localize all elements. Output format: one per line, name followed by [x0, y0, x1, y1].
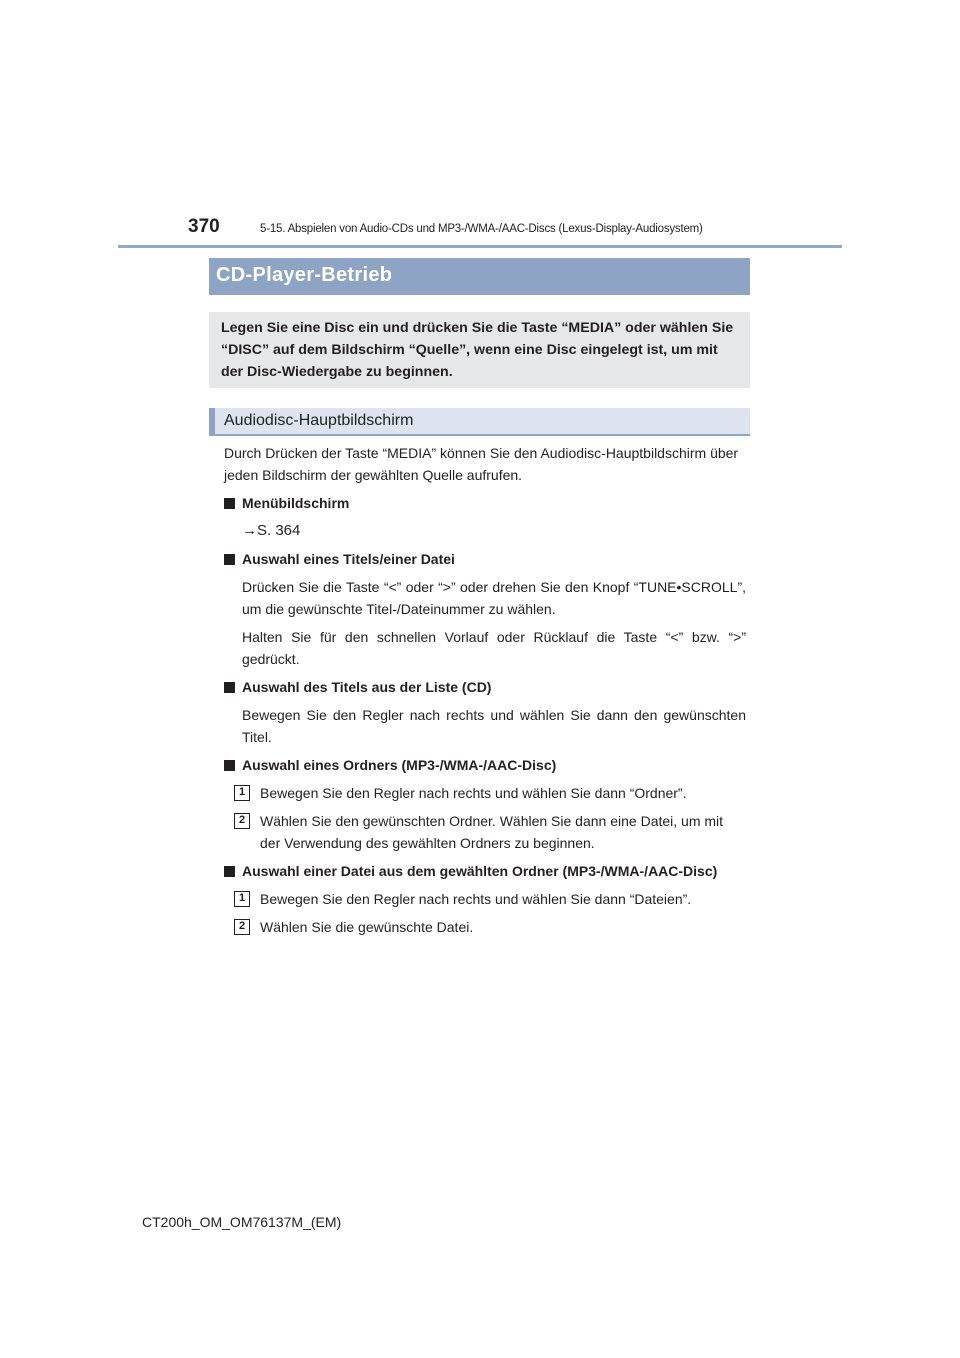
intro-box: Legen Sie eine Disc ein und drücken Sie die Taste “MEDIA” oder wählen Sie “DISC” auf dem Bildschirm “Quelle”, wenn eine Disc eingelegt ist, um mit der Disc-Wiedergabe zu beginnen.	[209, 312, 750, 388]
section-title: CD-Player-Betrieb	[216, 264, 393, 286]
item-heading-text: Auswahl einer Datei aus dem gewählten Ordner (MP3-/WMA-/AAC-Disc)	[242, 863, 718, 879]
step-text: Wählen Sie die gewünschte Datei.	[260, 919, 474, 935]
step-item	[224, 810, 746, 854]
section-title-bar	[209, 258, 750, 295]
step-text: Bewegen Sie den Regler nach rechts und wählen Sie dann “Ordner”.	[260, 785, 687, 801]
page-header	[118, 214, 842, 248]
chapter-title: 5-15. Abspielen von Audio-CDs und MP3-/WMA-/AAC-Discs (Lexus-Display-Audiosystem)	[260, 223, 703, 235]
item-heading-text: Auswahl eines Ordners (MP3-/WMA-/AAC-Disc)	[242, 757, 557, 773]
step-number: 2	[234, 813, 250, 829]
item-heading-folder	[224, 754, 746, 776]
paragraph: Halten Sie für den schnellen Vorlauf oder Rücklauf die Taste “<” bzw. “>” gedrückt.	[242, 629, 746, 667]
step-item	[224, 916, 746, 938]
step-number: 2	[234, 919, 250, 935]
square-bullet-icon	[224, 760, 235, 771]
item-heading-text: Menübildschirm	[242, 495, 350, 511]
item-heading-track	[224, 548, 746, 570]
item-heading-file	[224, 860, 746, 882]
item-heading-menu	[224, 492, 746, 514]
subheading-bar	[209, 408, 750, 436]
square-bullet-icon	[224, 866, 235, 877]
square-bullet-icon	[224, 498, 235, 509]
document-code: CT200h_OM_OM76137M_(EM)	[142, 1214, 342, 1230]
step-text: Bewegen Sie den Regler nach rechts und wählen Sie dann “Dateien”.	[260, 891, 692, 907]
square-bullet-icon	[224, 554, 235, 565]
step-text: Wählen Sie den gewünschten Ordner. Wählen Sie dann eine Datei, um mit der Verwendung des gewählten Ordners zu beginnen.	[260, 813, 724, 851]
item-heading-text: Auswahl des Titels aus der Liste (CD)	[242, 679, 492, 695]
item-heading-text: Auswahl eines Titels/einer Datei	[242, 551, 455, 567]
page-reference: →S. 364	[242, 522, 301, 539]
paragraph: Drücken Sie die Taste “<” oder “>” oder drehen Sie den Knopf “TUNE•SCROLL”, um die gewünschte Titel-/Dateinummer zu wählen.	[242, 579, 746, 617]
body-intro: Durch Drücken der Taste “MEDIA” können Sie den Audiodisc-Hauptbildschirm über jeden Bildschirm der gewählten Quelle aufrufen.	[224, 445, 739, 483]
step-number: 1	[234, 891, 250, 907]
step-number: 1	[234, 785, 250, 801]
item-heading-list	[224, 676, 746, 698]
step-item	[224, 782, 746, 804]
page-number: 370	[188, 216, 220, 237]
square-bullet-icon	[224, 682, 235, 693]
step-item	[224, 888, 746, 910]
subheading: Audiodisc-Hauptbildschirm	[224, 412, 414, 429]
body-content	[224, 442, 746, 944]
paragraph: Bewegen Sie den Regler nach rechts und wählen Sie dann den gewünschten Titel.	[242, 707, 746, 745]
